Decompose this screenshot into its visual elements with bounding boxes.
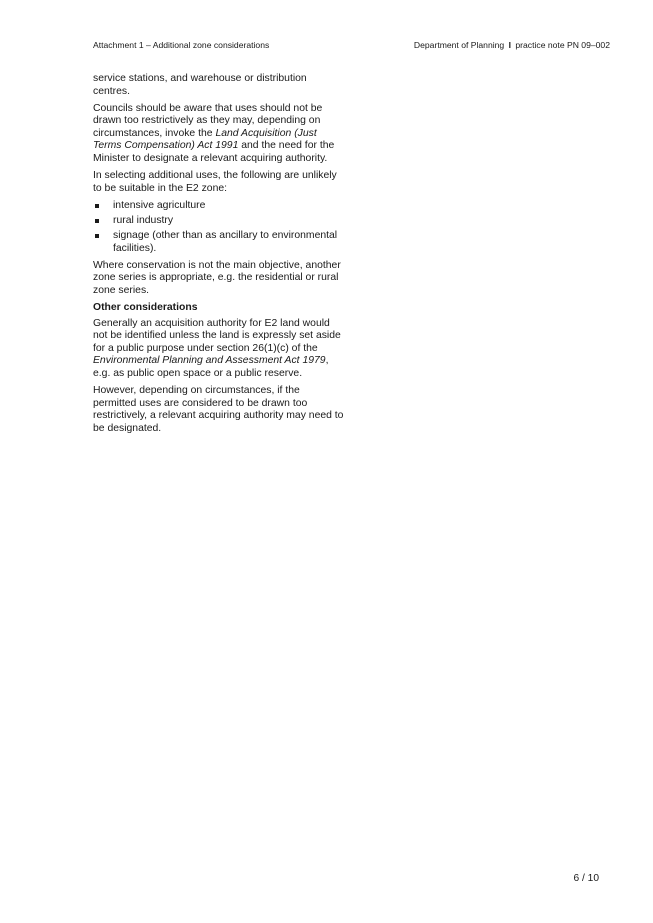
heading-other-considerations: Other considerations [93,302,198,313]
paragraph-councils-text-2: and the need for the Minister to designate a relevant acquiring authority. [93,140,335,165]
planning-act-title: Environmental Planning and Assessment Act 1979 [93,355,326,367]
bullet-square-icon [95,219,99,223]
page-number: 6 / 10 [573,873,599,884]
paragraph-conservation: Where conservation is not the main objective, another zone series is appropriate, e.g. the residential or rural zone series. [93,259,341,296]
list-item-text: signage (other than as ancillary to environmental facilities). [113,230,338,254]
bullet-square-icon [95,234,99,238]
paragraph-acquisition-authority [93,318,345,381]
paragraph-councils-awareness [93,103,345,166]
header-document-reference [414,40,610,51]
header-org-name: Department of Planning [413,40,505,50]
list-item [93,200,345,213]
paragraph-permitted-uses: However, depending on circumstances, if the permitted uses are considered to be drawn too restrictively, a relevant acquiring authority may need to be designated. [93,385,344,434]
list-item-text: intensive agriculture [113,199,206,211]
paragraph-continuation: service stations, and warehouse or distribution centres. [93,73,307,97]
list-item-text: rural industry [113,214,174,226]
land-acquisition-act-title: Land Acquisition (Just Terms Compensation) Act 1991 [93,127,317,152]
header-section-title: Attachment 1 – Additional zone considerations [93,40,270,50]
bullet-square-icon [95,204,99,208]
list-item [93,230,345,255]
paragraph-acquisition-text-2: , e.g. as public open space or a public reserve. [93,355,329,379]
paragraph-acquisition-text-1: Generally an acquisition authority for E2 land would not be identified unless the land is expressly set aside for a public purpose under section 26(1)(c) of the [93,317,341,354]
unsuitable-uses-list [93,200,345,255]
paragraph-councils-text-1: Councils should be aware that uses should not be drawn too restrictively as they may, depending on circumstances, invoke the [93,102,323,139]
header-separator: I [508,40,511,50]
paragraph-selecting-uses: In selecting additional uses, the following are unlikely to be suitable in the E2 zone: [93,170,337,194]
main-text-column [93,73,345,440]
header-practice-note: practice note PN 09–002 [515,40,610,50]
list-item [93,215,345,228]
